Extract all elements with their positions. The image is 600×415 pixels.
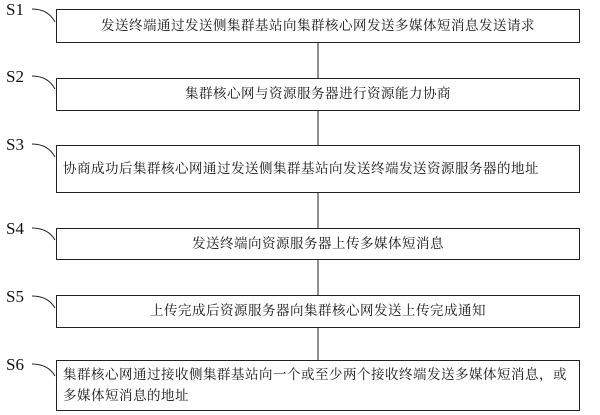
- leader-line-s2: [32, 76, 55, 89]
- leader-line-s6: [32, 364, 55, 376]
- step-text-s4: 发送终端向资源服务器上传多媒体短消息: [192, 235, 444, 252]
- step-box-s4: [56, 228, 580, 260]
- step-label-s1: S1: [6, 0, 24, 19]
- step-text-s5: 上传完成后资源服务器向集群核心网发送上传完成通知: [150, 303, 486, 319]
- step-label-s3: S3: [6, 135, 24, 154]
- step-box-s1: [56, 9, 580, 43]
- step-box-s3: [56, 145, 580, 193]
- leader-line-s4: [32, 228, 55, 240]
- leader-line-s1: [32, 9, 55, 22]
- step-label-s2: S2: [6, 67, 24, 86]
- step-text-s1: 发送终端通过发送侧集群基站向集群核心网发送多媒体短消息发送请求: [101, 17, 535, 34]
- step-text-s6: 集群核心网通过接收侧集群基站向一个或至少两个接收终端发送多媒体短消息，或多媒体短消息的地址: [63, 366, 567, 404]
- step-text-s3: 协商成功后集群核心网通过发送侧集群基站向发送终端发送资源服务器的地址: [63, 160, 539, 177]
- leader-line-s5: [32, 296, 55, 308]
- step-label-s5: S5: [6, 287, 24, 306]
- step-label-s4: S4: [6, 219, 24, 238]
- step-box-s6: [56, 360, 580, 411]
- leader-line-s3: [32, 144, 55, 157]
- step-box-s2: [56, 78, 580, 111]
- step-text-s2: 集群核心网与资源服务器进行资源能力协商: [185, 86, 451, 102]
- step-label-s6: S6: [6, 355, 24, 374]
- step-box-s5: [56, 295, 580, 328]
